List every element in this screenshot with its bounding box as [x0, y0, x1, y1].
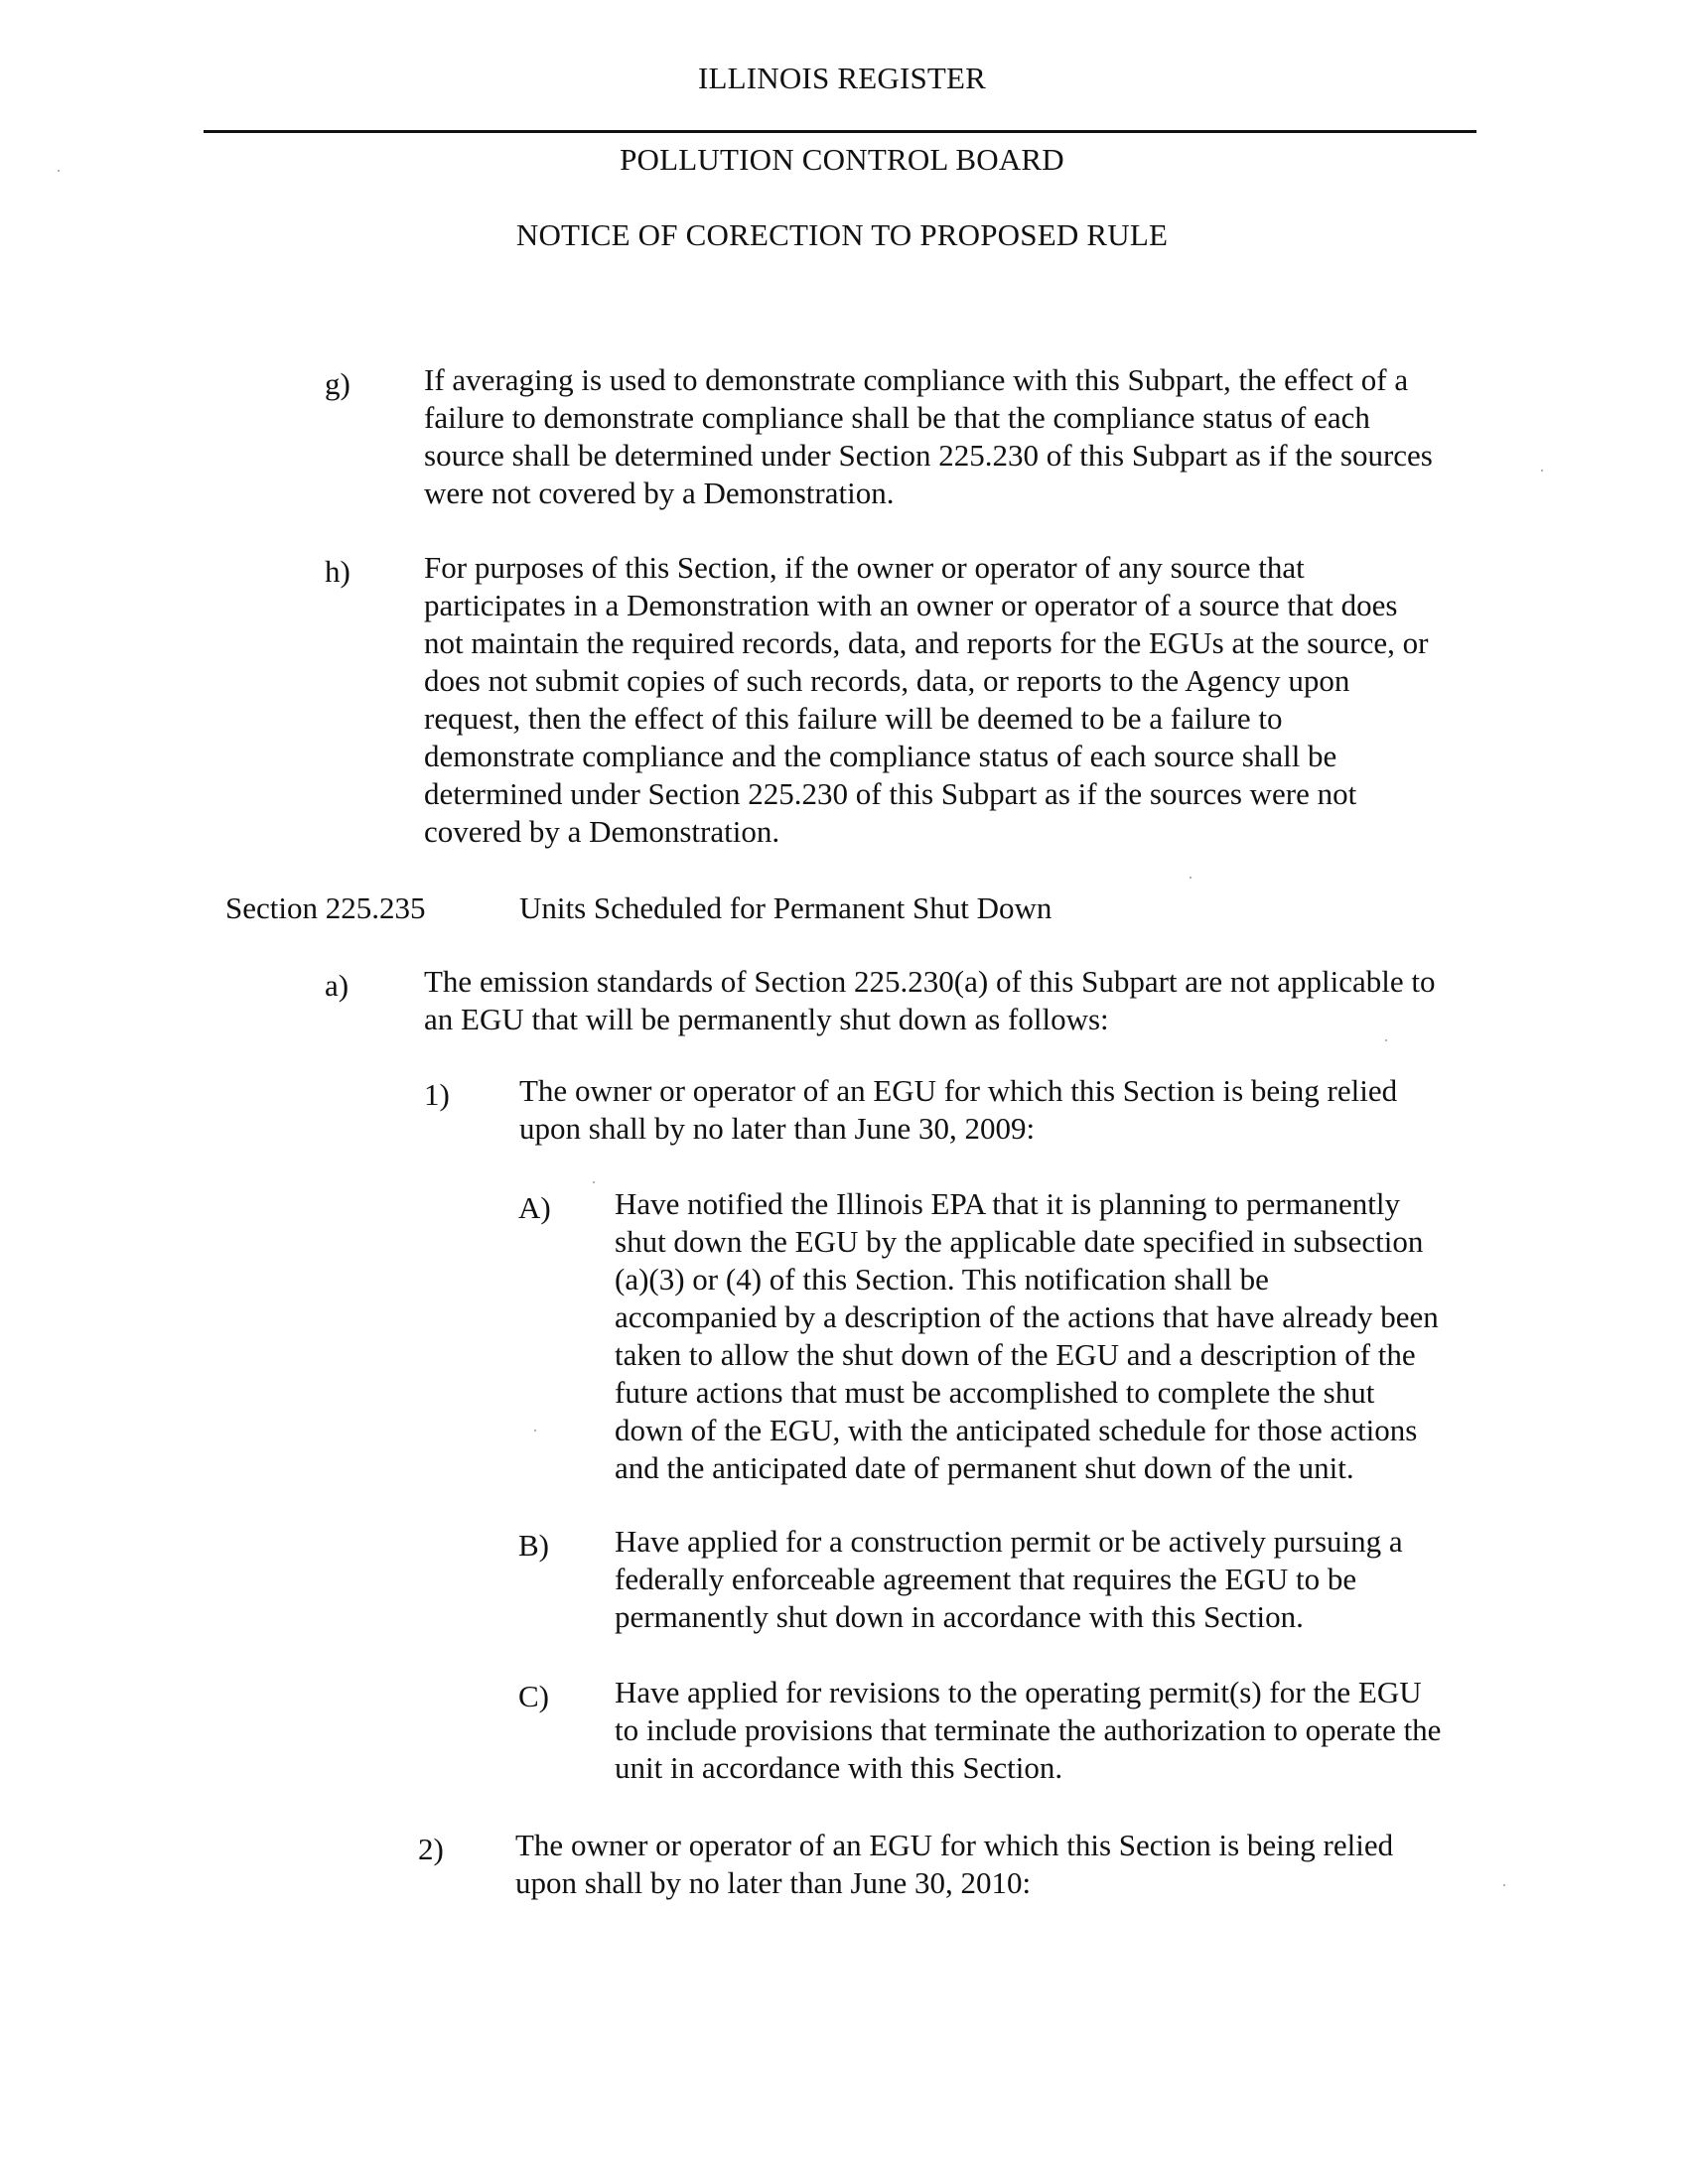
subsection-A-label: A): [518, 1190, 551, 1225]
text-line: Have notified the Illinois EPA that it is planning to permanently: [615, 1186, 1400, 1221]
text-line: source shall be determined under Section 225.230 of this Subpart as if the sources: [424, 438, 1433, 473]
text-line: covered by a Demonstration.: [424, 814, 780, 849]
scan-speck: [58, 170, 60, 172]
text-line: future actions that must be accomplished to complete the shut: [615, 1375, 1375, 1410]
scan-speck: [593, 1181, 595, 1183]
text-line: Have applied for a construction permit or be actively pursuing a: [615, 1524, 1403, 1559]
subsection-A-text: [615, 1185, 1439, 1487]
item-g-text: [424, 361, 1433, 512]
subsection-a-text: [424, 963, 1435, 1038]
text-line: The owner or operator of an EGU for which this Section is being relied: [519, 1073, 1398, 1108]
text-line: were not covered by a Demonstration.: [424, 476, 895, 510]
text-line: demonstrate compliance and the compliance status of each source shall be: [424, 739, 1337, 773]
text-line: federally enforceable agreement that requires the EGU to be: [615, 1562, 1357, 1596]
subsection-B-label: B): [518, 1528, 549, 1563]
subsection-2-label: 2): [418, 1832, 444, 1866]
scan-speck: [1541, 470, 1543, 472]
text-line: unit in accordance with this Section.: [615, 1750, 1063, 1785]
text-line: determined under Section 225.230 of this Subpart as if the sources were not: [424, 776, 1357, 811]
notice-title: NOTICE OF CORECTION TO PROPOSED RULE: [515, 217, 1169, 252]
subsection-2-text: [515, 1827, 1393, 1902]
text-line: The emission standards of Section 225.230(a) of this Subpart are not applicable to: [424, 964, 1436, 999]
board-name: POLLUTION CONTROL BOARD: [620, 142, 1064, 177]
subsection-a-label: a): [325, 968, 350, 1003]
text-line: For purposes of this Section, if the owner or operator of any source that: [424, 550, 1305, 585]
scan-speck: [1385, 1039, 1387, 1041]
text-line: participates in a Demonstration with an owner or operator of a source that does: [424, 588, 1398, 622]
text-line: an EGU that will be permanently shut down as follows:: [424, 1002, 1109, 1036]
text-line: down of the EGU, with the anticipated schedule for those actions: [615, 1413, 1418, 1447]
item-h-label: h): [325, 554, 351, 589]
text-line: permanently shut down in accordance with this Section.: [615, 1599, 1304, 1634]
subsection-1-label: 1): [424, 1077, 450, 1112]
text-line: taken to allow the shut down of the EGU and a description of the: [615, 1337, 1416, 1372]
subsection-1-text: [519, 1072, 1397, 1148]
text-line: Have applied for revisions to the operating permit(s) for the EGU: [615, 1675, 1422, 1709]
register-header: ILLINOIS REGISTER: [697, 61, 987, 95]
subsection-C-label: C): [518, 1679, 549, 1713]
subsection-C-text: [615, 1674, 1441, 1787]
text-line: accompanied by a description of the actions that have already been: [615, 1299, 1439, 1334]
text-line: shut down the EGU by the applicable date specified in subsection: [615, 1224, 1424, 1259]
text-line: If averaging is used to demonstrate compliance with this Subpart, the effect of a: [424, 362, 1409, 397]
header-rule: [204, 130, 1476, 133]
text-line: request, then the effect of this failure will be deemed to be a failure to: [424, 701, 1283, 736]
text-line: not maintain the required records, data, and reports for the EGUs at the source, or: [424, 625, 1429, 660]
text-line: The owner or operator of an EGU for which this Section is being relied: [515, 1828, 1394, 1862]
subsection-B-text: [615, 1523, 1403, 1636]
text-line: upon shall by no later than June 30, 2009:: [519, 1111, 1036, 1146]
text-line: and the anticipated date of permanent shut down of the unit.: [615, 1450, 1354, 1485]
scan-speck: [534, 1430, 536, 1432]
text-line: to include provisions that terminate the authorization to operate the: [615, 1712, 1442, 1747]
scan-speck: [1503, 1884, 1505, 1886]
item-g-label: g): [325, 366, 351, 401]
section-number: Section 225.235: [225, 890, 426, 925]
text-line: failure to demonstrate compliance shall be that the compliance status of each: [424, 400, 1370, 435]
item-h-text: [424, 549, 1428, 851]
text-line: (a)(3) or (4) of this Section. This notification shall be: [615, 1262, 1269, 1297]
text-line: upon shall by no later than June 30, 2010:: [515, 1865, 1032, 1900]
scan-speck: [1190, 877, 1192, 879]
text-line: does not submit copies of such records, data, or reports to the Agency upon: [424, 663, 1350, 698]
section-title: Units Scheduled for Permanent Shut Down: [519, 890, 1052, 925]
